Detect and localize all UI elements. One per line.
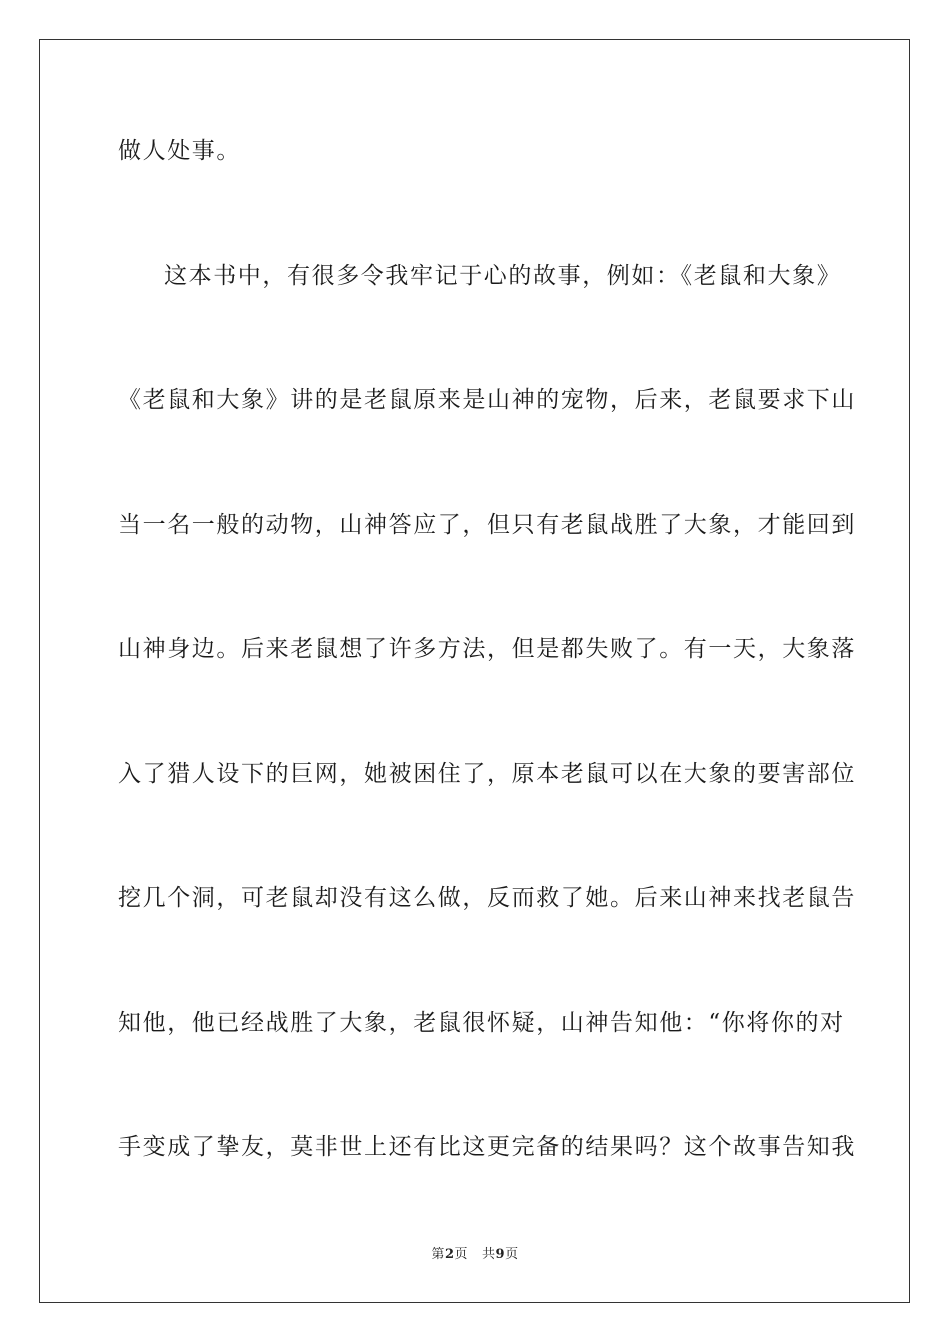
text-line-7: 挖几个洞，可老鼠却没有这么做，反而救了她。后来山神来找老鼠告 bbox=[118, 885, 856, 911]
text-line-3: 《老鼠和大象》讲的是老鼠原来是山神的宠物，后来，老鼠要求下山 bbox=[118, 387, 856, 413]
text-line-4: 当一名一般的动物，山神答应了，但只有老鼠战胜了大象，才能回到 bbox=[118, 512, 856, 538]
text-line-9: 手变成了挚友，莫非世上还有比这更完备的结果吗？这个故事告知我 bbox=[118, 1134, 856, 1160]
total-pages: 9 bbox=[495, 1247, 506, 1262]
text-line-1: 做人处事。 bbox=[118, 138, 241, 164]
page-suffix: 页 bbox=[454, 1247, 468, 1262]
text-line-5: 山神身边。后来老鼠想了许多方法，但是都失败了。有一天，大象落 bbox=[118, 636, 856, 662]
page-number: 2 bbox=[444, 1247, 455, 1262]
text-line-6: 入了猎人设下的巨网，她被困住了，原本老鼠可以在大象的要害部位 bbox=[118, 761, 856, 787]
page-footer bbox=[0, 1246, 950, 1264]
total-prefix: 共 bbox=[482, 1247, 496, 1262]
total-suffix: 页 bbox=[505, 1247, 519, 1262]
text-line-2: 这本书中，有很多令我牢记于心的故事，例如：《老鼠和大象》 bbox=[164, 263, 842, 289]
text-line-8: 知他，他已经战胜了大象，老鼠很怀疑，山神告知他：“你将你的对 bbox=[118, 1010, 845, 1036]
page-border bbox=[39, 39, 910, 1303]
page-prefix: 第 bbox=[431, 1247, 445, 1262]
